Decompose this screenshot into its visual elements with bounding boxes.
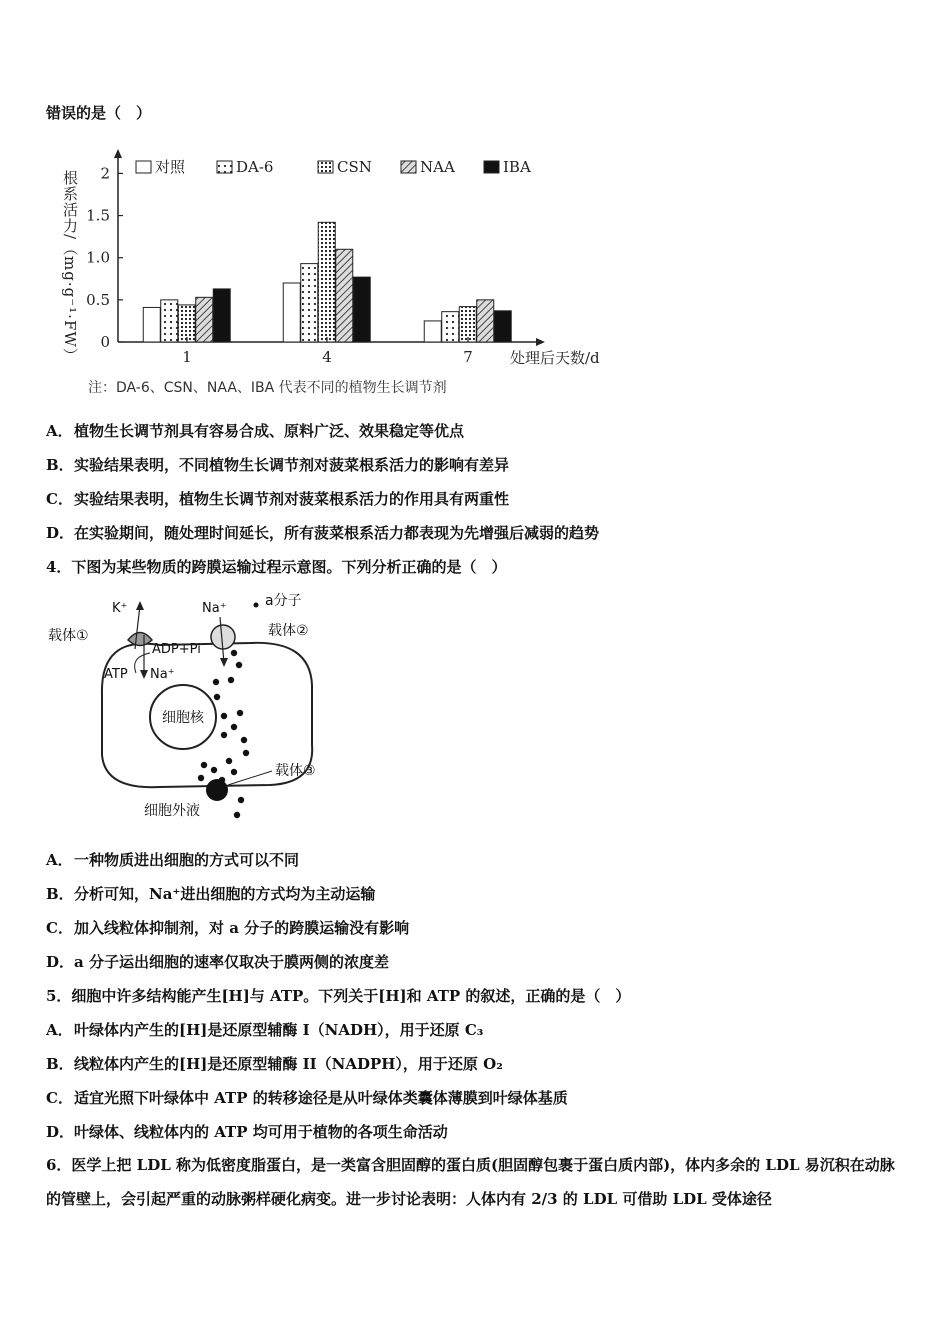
bar-对照-7 [424, 321, 441, 342]
chart-legend [136, 158, 531, 176]
q5-option-c: C．适宜光照下叶绿体中 ATP 的转移途径是从叶绿体类囊体薄膜到叶绿体基质 [46, 1089, 568, 1107]
root-activity-bar-chart [60, 145, 640, 405]
molecule-dot [228, 677, 234, 683]
bar-CSN-7 [459, 307, 476, 342]
y-axis-label-text: 根系活力/（mg·g⁻¹·FW） [61, 170, 79, 364]
y-tick-label: 1.0 [86, 248, 110, 267]
extracellular-label: 细胞外液 [144, 803, 200, 819]
x-axis-label: 处理后天数/d [510, 349, 600, 367]
bar-DA-6-7 [442, 312, 459, 342]
legend-swatch-对照 [136, 161, 151, 173]
na-top-label: Na⁺ [202, 601, 227, 616]
bar-对照-4 [283, 283, 300, 342]
k-arrow-head [136, 601, 144, 610]
bar-IBA-1 [213, 289, 230, 342]
molecule-dot [231, 650, 237, 656]
legend-label-CSN: CSN [337, 158, 372, 176]
bar-DA-6-4 [301, 264, 318, 342]
molecule-dot [236, 662, 242, 668]
q4-option-c: C．加入线粒体抑制剂，对 a 分子的跨膜运输没有影响 [46, 919, 410, 937]
q6-stem: 6．医学上把 LDL 称为低密度脂蛋白，是一类富含胆固醇的蛋白质(胆固醇包裹于蛋白质内部)，体内多余的 LDL 易沉积在动脉的管壁上，会引起严重的动脉粥样硬化病变。进一步讨论表明：人体内有 2/3 的 LDL 可借助 LDL 受体途径 [46, 1156, 895, 1208]
y-tick-label: 2 [100, 164, 110, 183]
adp-label: ADP+Pi [152, 642, 201, 657]
molecule-dot [226, 758, 232, 764]
bar-对照-1 [143, 307, 160, 342]
bar-NAA-4 [336, 249, 353, 342]
na-in-arrow-head [220, 658, 228, 667]
bars-group [143, 222, 511, 342]
molecule-dot [214, 694, 220, 700]
q3-option-c: C．实验结果表明，植物生长调节剂对菠菜根系活力的作用具有两重性 [46, 490, 510, 508]
membrane-transport-diagram [40, 585, 340, 825]
molecule-dot [234, 812, 240, 818]
bar-DA-6-1 [161, 300, 178, 342]
legend-swatch-IBA [484, 161, 499, 173]
carrier-3-shape [206, 779, 228, 801]
q4-option-b: B．分析可知，Na⁺进出细胞的方式均为主动运输 [46, 885, 376, 903]
carrier-1-shape [128, 633, 152, 646]
carrier-3-label: 载体③ [275, 763, 316, 779]
atp-label: ATP [104, 667, 128, 682]
y-tick-label: 1.5 [86, 206, 110, 225]
bar-CSN-1 [178, 305, 195, 342]
q5-option-d: D．叶绿体、线粒体内的 ATP 均可用于植物的各项生命活动 [46, 1123, 448, 1141]
carrier-1-label: 载体① [48, 628, 89, 644]
na-inner-label: Na⁺ [150, 667, 175, 682]
legend-swatch-NAA [401, 161, 416, 173]
y-axis-label [61, 169, 79, 364]
molecule-dot [231, 769, 237, 775]
x-tick-label: 7 [463, 348, 473, 366]
bar-IBA-7 [494, 311, 511, 342]
q4-option-d: D．a 分子运出细胞的速率仅取决于膜两侧的浓度差 [46, 953, 389, 971]
bar-NAA-7 [477, 300, 494, 342]
y-axis-arrow [114, 149, 122, 158]
x-axis-arrow [536, 338, 545, 346]
lead-in-text: 错误的是（ ） [46, 104, 152, 122]
nucleus-label: 细胞核 [162, 710, 204, 726]
carrier-2-label: 载体② [268, 623, 309, 639]
molecule-dot [237, 710, 243, 716]
legend-label-NAA: NAA [420, 158, 455, 176]
q5-option-a: A．叶绿体内产生的[H]是还原型辅酶 I（NADH），用于还原 C₃ [46, 1021, 484, 1039]
legend-label-对照: 对照 [155, 158, 186, 176]
q5-option-b: B．线粒体内产生的[H]是还原型辅酶 II（NADPH），用于还原 O₂ [46, 1055, 503, 1073]
q3-option-a: A．植物生长调节剂具有容易合成、原料广泛、效果稳定等优点 [46, 422, 465, 440]
legend-label-IBA: IBA [503, 158, 531, 176]
molecule-dot [231, 724, 237, 730]
q4-option-a: A．一种物质进出细胞的方式可以不同 [46, 851, 300, 869]
molecule-dot [213, 679, 219, 685]
y-tick-label: 0.5 [86, 290, 110, 309]
q3-option-d: D．在实验期间，随处理时间延长，所有菠菜根系活力都表现为先增强后减弱的趋势 [46, 524, 600, 542]
molecule-dot [221, 732, 227, 738]
legend-swatch-CSN [318, 161, 333, 173]
a-molecule-label: a分子 [265, 593, 302, 609]
chart-note: 注：DA-6、CSN、NAA、IBA 代表不同的植物生长调节剂 [88, 380, 447, 396]
bar-CSN-4 [318, 222, 335, 342]
q4-stem: 4．下图为某些物质的跨膜运输过程示意图。下列分析正确的是（ ） [46, 558, 507, 576]
q5-stem: 5．细胞中许多结构能产生[H]与 ATP。下列关于[H]和 ATP 的叙述，正确的是（ ） [46, 987, 631, 1005]
q3-option-b: B．实验结果表明，不同植物生长调节剂对菠菜根系活力的影响有差异 [46, 456, 510, 474]
molecule-dot [201, 762, 207, 768]
molecule-dot [241, 737, 247, 743]
molecule-dot [238, 797, 244, 803]
bar-NAA-1 [196, 297, 213, 342]
molecule-dot [221, 713, 227, 719]
x-tick-label: 1 [182, 348, 192, 366]
y-tick-label: 0 [100, 333, 110, 351]
bar-IBA-4 [353, 277, 370, 342]
x-tick-label: 4 [322, 348, 332, 366]
legend-label-DA-6: DA-6 [236, 158, 274, 176]
molecule-dot [243, 750, 249, 756]
molecule-dot [211, 767, 217, 773]
molecule-dot [198, 775, 204, 781]
k-ion-label: K⁺ [112, 601, 128, 616]
na-out-arrow-head [140, 670, 148, 679]
legend-swatch-DA-6 [217, 161, 232, 173]
a-molecule-dot [254, 603, 259, 608]
